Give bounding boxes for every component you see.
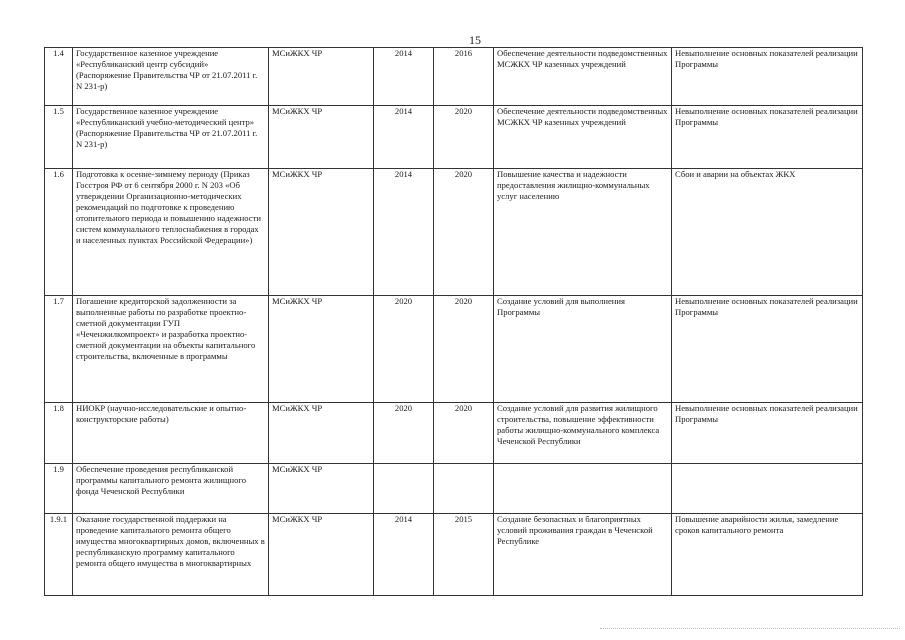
row-number: 1.5: [53, 106, 64, 116]
executor: МСиЖКХ ЧР: [272, 296, 323, 306]
table-row: [45, 296, 863, 403]
measure-name-cell: [73, 296, 269, 403]
row-number-cell: [45, 403, 73, 464]
end-year-cell: [434, 106, 494, 169]
consequence: Невыполнение основных показателей реализации Программы: [675, 403, 858, 424]
start-year: 2014: [394, 169, 413, 179]
start-year: 2020: [394, 403, 413, 413]
executor-cell: [269, 106, 374, 169]
measure-name-cell: [73, 106, 269, 169]
measure-name: Обеспечение проведения республиканской программы капитального ремонта жилищного фонда Чеченской Республики: [76, 464, 246, 496]
consequence-cell: [672, 48, 863, 106]
measure-name-cell: [73, 169, 269, 296]
expected-result: Создание безопасных и благоприятных условий проживания граждан в Чеченской Республике: [497, 514, 653, 546]
executor: МСиЖКХ ЧР: [272, 514, 323, 524]
end-year: 2020: [454, 106, 473, 116]
expected-result: Обеспечение деятельности подведомственных МСЖКХ ЧР казенных учреждений: [497, 106, 668, 127]
table-row: [45, 169, 863, 296]
end-year-cell: [434, 296, 494, 403]
consequence: Невыполнение основных показателей реализации Программы: [675, 48, 858, 69]
start-year-cell: [374, 464, 434, 514]
end-year: 2020: [454, 403, 473, 413]
row-number: 1.9.1: [49, 514, 68, 524]
measure-name: Оказание государственной поддержки на проведение капитального ремонта общего имущества многоквартирных домов, включенных в республиканскую программу капитального ремонта общего имущества в многоквартирных: [76, 514, 265, 568]
table-row: [45, 403, 863, 464]
executor: МСиЖКХ ЧР: [272, 106, 323, 116]
consequence-cell: [672, 514, 863, 596]
expected-result-cell: [494, 514, 672, 596]
end-year-cell: [434, 169, 494, 296]
consequence: Повышение аварийности жилья, замедление сроков капитального ремонта: [675, 514, 839, 535]
executor: МСиЖКХ ЧР: [272, 169, 323, 179]
row-number: 1.4: [53, 48, 64, 58]
executor-cell: [269, 169, 374, 296]
row-number-cell: [45, 464, 73, 514]
row-number-cell: [45, 48, 73, 106]
scan-artifact-top: [0, 4, 905, 8]
scan-artifact-bottom: [600, 628, 900, 633]
end-year: 2015: [454, 514, 473, 524]
consequence: Невыполнение основных показателей реализации Программы: [675, 106, 858, 127]
executor-cell: [269, 514, 374, 596]
expected-result: Создание условий для развития жилищного строительства, повышение эффективности работы жилищно-коммунального комплекса Чеченской Республики: [497, 403, 660, 446]
executor: МСиЖКХ ЧР: [272, 464, 323, 474]
end-year: 2016: [454, 48, 473, 58]
program-measures-table: [44, 47, 863, 596]
expected-result: Обеспечение деятельности подведомственных МСЖКХ ЧР казенных учреждений: [497, 48, 668, 69]
row-number-cell: [45, 296, 73, 403]
expected-result-cell: [494, 464, 672, 514]
row-number-cell: [45, 106, 73, 169]
row-number: 1.9: [53, 464, 64, 474]
executor: МСиЖКХ ЧР: [272, 403, 323, 413]
start-year: 2020: [394, 296, 413, 306]
consequence-cell: [672, 403, 863, 464]
row-number-cell: [45, 514, 73, 596]
end-year-cell: [434, 514, 494, 596]
row-number: 1.8: [53, 403, 64, 413]
measure-name: Погашение кредиторской задолженности за выполненные работы по разработке проектно-сметной документации ГУП «Чеченжилкомпроект» и разработка проектно-сметной документации на объекты капитального строительства, включенные в программы: [76, 296, 256, 361]
executor-cell: [269, 403, 374, 464]
start-year-cell: [374, 514, 434, 596]
measure-name-cell: [73, 403, 269, 464]
expected-result-cell: [494, 403, 672, 464]
row-number: 1.7: [53, 296, 64, 306]
end-year: 2020: [454, 296, 473, 306]
consequence: Сбои и аварии на объектах ЖКХ: [675, 169, 796, 179]
expected-result-cell: [494, 106, 672, 169]
start-year-cell: [374, 106, 434, 169]
table-row: [45, 514, 863, 596]
row-number-cell: [45, 169, 73, 296]
measure-name: Государственное казенное учреждение «Республиканский центр субсидий» (Распоряжение Правительства ЧР от 21.07.2011 г. N 231-р): [76, 48, 258, 91]
measure-name-cell: [73, 464, 269, 514]
table-row: [45, 106, 863, 169]
measure-name-cell: [73, 48, 269, 106]
expected-result-cell: [494, 48, 672, 106]
start-year-cell: [374, 169, 434, 296]
expected-result-cell: [494, 169, 672, 296]
executor-cell: [269, 464, 374, 514]
start-year: 2014: [394, 514, 413, 524]
consequence-cell: [672, 169, 863, 296]
start-year-cell: [374, 296, 434, 403]
end-year-cell: [434, 48, 494, 106]
consequence-cell: [672, 106, 863, 169]
row-number: 1.6: [53, 169, 64, 179]
measure-name: Государственное казенное учреждение «Республиканский учебно-методический центр» (Распоряжение Правительства ЧР от 21.07.2011 г. N 231-р): [76, 106, 258, 149]
start-year: 2014: [394, 106, 413, 116]
measure-name: НИОКР (научно-исследовательские и опытно-конструкторские работы): [76, 403, 247, 424]
table-row: [45, 48, 863, 106]
end-year-cell: [434, 403, 494, 464]
executor-cell: [269, 48, 374, 106]
consequence-cell: [672, 464, 863, 514]
consequence: Невыполнение основных показателей реализации Программы: [675, 296, 858, 317]
start-year: 2014: [394, 48, 413, 58]
page-number: 15: [469, 33, 481, 47]
expected-result: Создание условий для выполнения Программы: [497, 296, 625, 317]
consequence-cell: [672, 296, 863, 403]
start-year-cell: [374, 403, 434, 464]
end-year-cell: [434, 464, 494, 514]
end-year: 2020: [454, 169, 473, 179]
measure-name-cell: [73, 514, 269, 596]
expected-result-cell: [494, 296, 672, 403]
executor: МСиЖКХ ЧР: [272, 48, 323, 58]
executor-cell: [269, 296, 374, 403]
table-row: [45, 464, 863, 514]
expected-result: Повышение качества и надежности предоставления жилищно-коммунальных услуг населению: [497, 169, 650, 201]
measure-name: Подготовка к осенне-зимнему периоду (Приказ Госстроя РФ от 6 сентября 2000 г. N 203 «Об утверждении Организационно-методических рекомендаций по подготовке к проведению отопительного периода и повышению надежности систем коммунального теплоснабжения в городах и населенных пунктах Российской Федерации»): [76, 169, 261, 245]
start-year-cell: [374, 48, 434, 106]
